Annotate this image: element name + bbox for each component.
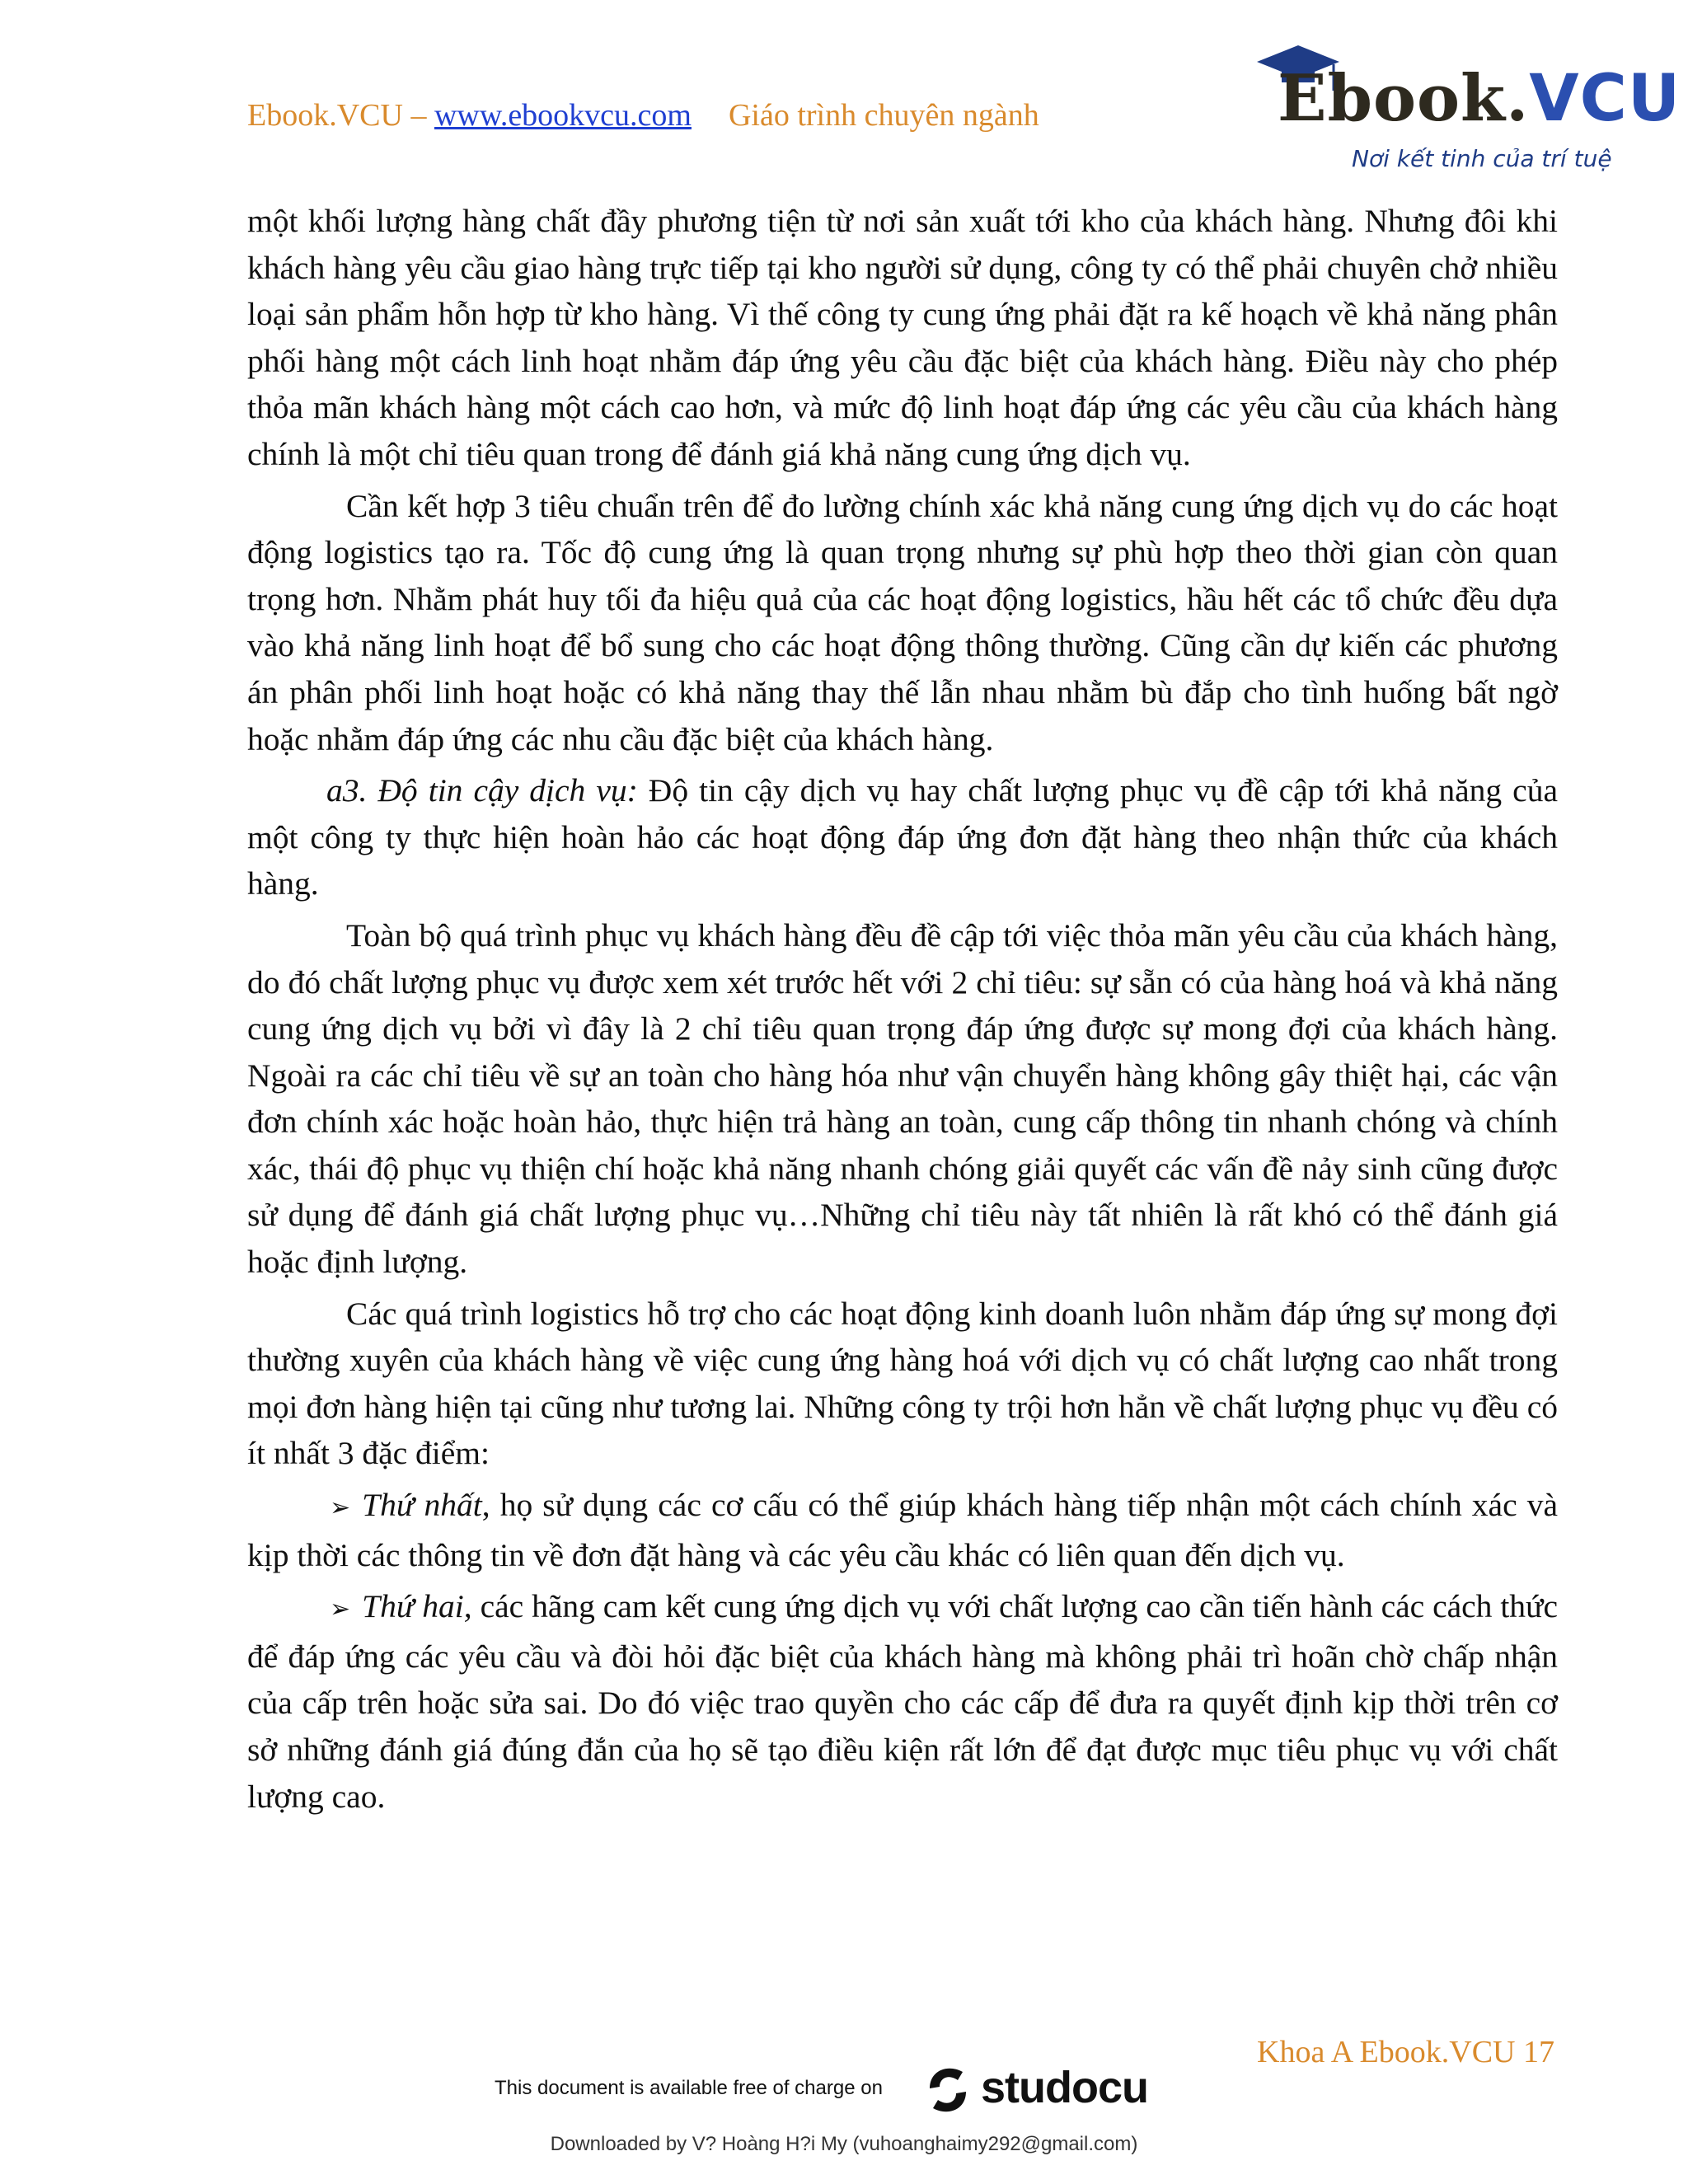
document-body (247, 198, 1558, 1820)
arrow-bullet-icon: ➢ (330, 1493, 351, 1523)
header-link[interactable]: www.ebookvcu.com (434, 98, 692, 133)
paragraph-4: Toàn bộ quá trình phục vụ khách hàng đều đề cập tới việc thỏa mãn yêu cầu của khách hàng, do đó chất lượng phục vụ được xem xét trước hết với 2 chỉ tiêu: sự sẵn có của hàng hoá và khả năng cung ứng dịch vụ bởi vì đây là 2 chỉ tiêu quan trọng đáp ứng được sự mong đợi của khách hàng. Ngoài ra các chỉ tiêu về sự an toàn cho hàng hóa như vận chuyển hàng không gây thiệt hại, các vận đơn chính xác hoặc hoàn hảo, thực hiện trả hàng an toàn, cung cấp thông tin nhanh chóng và chính xác, thái độ phục vụ thiện chí hoặc khả năng nhanh chóng giải quyết các vấn đề nảy sinh cũng được sử dụng để đánh giá chất lượng phục vụ…Những chỉ tiêu này tất nhiên là rất khó có thể đánh giá hoặc định lượng. (247, 916, 1558, 1281)
paragraph-1: một khối lượng hàng chất đầy phương tiện từ nơi sản xuất tới kho của khách hàng. Nhưng đôi khi khách hàng yêu cầu giao hàng trực tiếp tại kho người sử dụng, công ty có thể phải chuyên chở nhiều loại sản phẩm hỗn hợp từ kho hàng. Vì thế công ty cung ứng phải đặt ra kế hoạch về khả năng phân phối hàng một cách linh hoạt nhằm đáp ứng yêu cầu đặc biệt của khách hàng. Điều này cho phép thỏa mãn khách hàng một cách cao hơn, và mức độ linh hoạt đáp ứng các yêu cầu của khách hàng chính là một chỉ tiêu quan trong để đánh giá khả năng cung ứng dịch vụ. (247, 203, 1558, 472)
bullet-2-label: Thứ hai, (362, 1588, 472, 1625)
studocu-brand: studocu (981, 2063, 1148, 2112)
bullet-1-text: , họ sử dụng các cơ cấu có thể giúp khách hàng tiếp nhận một cách chính xác và kịp thời các thông tin về đơn đặt hàng và các yêu cầu khác có liên quan đến dịch vụ. (247, 1487, 1558, 1573)
logo-ebook-text: Ebook (1278, 61, 1507, 136)
section-a3-text: Độ tin cậy dịch vụ hay chất lượng phục vụ đề cập tới khả năng của một công ty thực hiện hoàn hảo các hoạt động đáp ứng đơn đặt hàng theo nhận thức của khách hàng. (247, 772, 1558, 902)
paragraph-5: Các quá trình logistics hỗ trợ cho các hoạt động kinh doanh luôn nhằm đáp ứng sự mong đợi thường xuyên của khách hàng về việc cung ứng hàng hoá với dịch vụ có chất lượng cao nhất trong mọi đơn hàng hiện tại cũng như tương lai. Những công ty trội hơn hẳn về chất lượng phục vụ đều có ít nhất 3 đặc điểm: (247, 1295, 1558, 1472)
studocu-banner-text: This document is available free of charge on (495, 2077, 883, 2099)
header-site-name: Ebook.VCU – (247, 98, 427, 133)
bullet-1-label: Thứ nhất (362, 1487, 482, 1524)
paragraph-2: Cần kết hợp 3 tiêu chuẩn trên để đo lường chính xác khả năng cung ứng dịch vụ do các hoạt động logistics tạo ra. Tốc độ cung ứng là quan trọng nhưng sự phù hợp theo thời gian còn quan trọng hơn. Nhằm phát huy tối đa hiệu quả của các hoạt động logistics, hầu hết các tổ chức đều dựa vào khả năng linh hoạt để bổ sung cho các hoạt động thông thường. Cũng cần dự kiến các phương án phân phối linh hoạt hoặc có khả năng thay thế lẫn nhau nhằm bù đắp cho tình huống bất ngờ hoặc nhằm đáp ứng các nhu cầu đặc biệt của khách hàng. (247, 487, 1558, 757)
studocu-logo-icon (923, 2060, 973, 2120)
downloaded-by-notice: Downloaded by V? Hoàng H?i My (vuhoanghaimy292@gmail.com) (550, 2133, 1138, 2155)
paragraph-a3 (247, 767, 1558, 907)
arrow-bullet-icon: ➢ (330, 1595, 351, 1624)
page-footer-number: Khoa A Ebook.VCU 17 (1257, 2035, 1554, 2069)
ebookvcu-logo (1236, 33, 1681, 185)
bullet-item-1 (247, 1482, 1558, 1578)
section-a3-label: a3. Độ tin cậy dịch vụ: (326, 772, 638, 809)
logo-wordmark: Ebook.VCU (1278, 61, 1681, 136)
logo-slogan: Nơi kết tinh của trí tuệ (1352, 145, 1612, 172)
page-header (247, 97, 1039, 134)
logo-vcu-text: VCU (1529, 62, 1681, 136)
bullet-item-2 (247, 1583, 1558, 1820)
header-subtitle: Giáo trình chuyên ngành (728, 98, 1039, 133)
studocu-banner[interactable] (495, 2060, 1236, 2118)
bullet-2-text: các hãng cam kết cung ứng dịch vụ với chất lượng cao cần tiến hành các cách thức để đáp ứng các yêu cầu và đòi hỏi đặc biệt của khách hàng mà không phải trì hoãn chờ chấp nhận của cấp trên hoặc sửa sai. Do đó việc trao quyền cho các cấp để đưa ra quyết định kịp thời trên cơ sở những đánh giá đúng đắn của họ sẽ tạo điều kiện rất lớn để đạt được mục tiêu phục vụ với chất lượng cao. (247, 1588, 1558, 1815)
